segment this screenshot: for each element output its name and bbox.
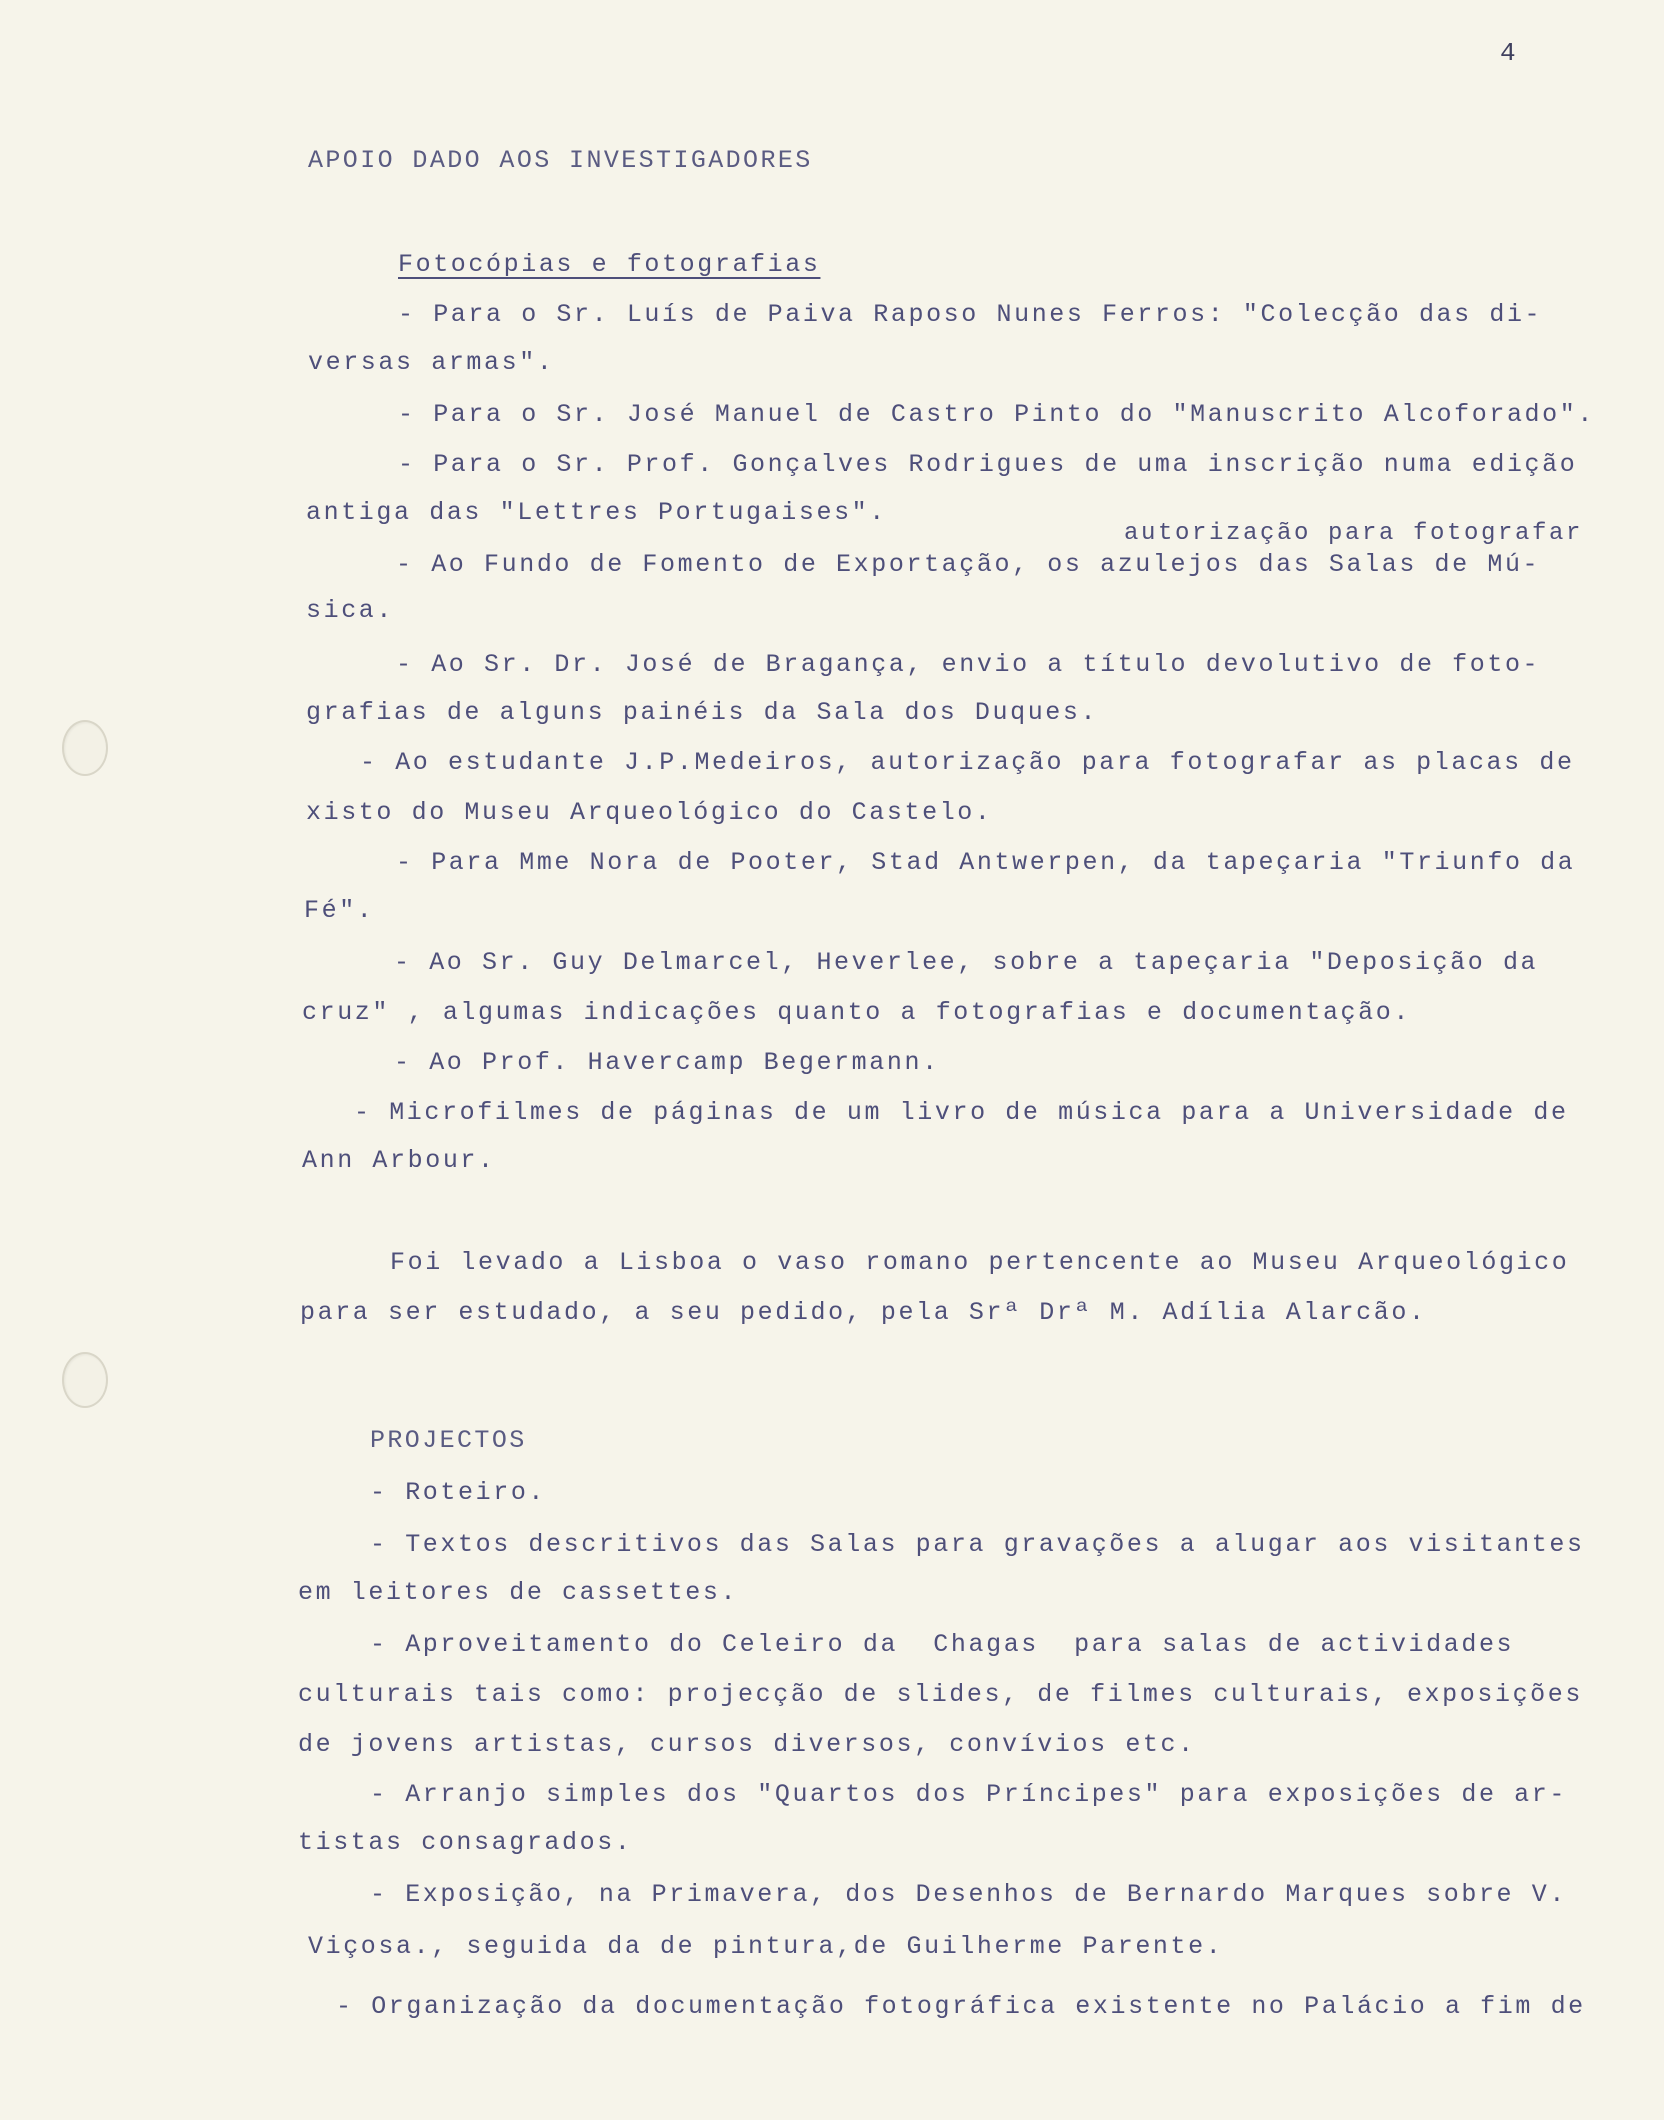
subheading-fotocopias: Fotocópias e fotografias (398, 250, 821, 279)
text-line: - Para o Sr. José Manuel de Castro Pinto do "Manuscrito Alcoforado". (398, 400, 1595, 429)
text-line: - Para o Sr. Prof. Gonçalves Rodrigues de uma inscrição numa edição (398, 450, 1578, 479)
text-line: - Para o Sr. Luís de Paiva Raposo Nunes Ferros: "Colecção das di- (398, 300, 1543, 329)
handwritten-insertion: autorização para fotografar (1124, 520, 1584, 547)
text-line: Viçosa., seguida da de pintura,de Guilherme Parente. (308, 1932, 1224, 1961)
page-number: 4 (1500, 38, 1516, 68)
text-line: - Organização da documentação fotográfica existente no Palácio a fim de (336, 1992, 1586, 2021)
text-line: para ser estudado, a seu pedido, pela Srª Drª M. Adília Alarcão. (300, 1298, 1427, 1327)
text-line: antiga das "Lettres Portugaises". (306, 498, 887, 527)
text-line: xisto do Museu Arqueológico do Castelo. (306, 798, 993, 827)
text-line: culturais tais como: projecção de slides, de filmes culturais, exposições (298, 1680, 1583, 1709)
text-line: - Para Mme Nora de Pooter, Stad Antwerpen, da tapeçaria "Triunfo da (396, 848, 1576, 877)
text-line: - Ao Sr. Dr. José de Bragança, envio a título devolutivo de foto- (396, 650, 1541, 679)
text-line: - Exposição, na Primavera, dos Desenhos de Bernardo Marques sobre V. (370, 1880, 1567, 1909)
text-line: sica. (306, 596, 395, 625)
text-line: tistas consagrados. (298, 1828, 633, 1857)
text-line: - Aproveitamento do Celeiro da Chagas para salas de actividades (370, 1630, 1515, 1659)
text-line: - Ao Fundo de Fomento de Exportação, os azulejos das Salas de Mú- (396, 550, 1541, 579)
text-line: Fé". (304, 896, 375, 925)
text-line: - Arranjo simples dos "Quartos dos Príncipes" para exposições de ar- (370, 1780, 1567, 1809)
text-line: versas armas". (308, 348, 555, 377)
text-line: - Microfilmes de páginas de um livro de música para a Universidade de (354, 1098, 1569, 1127)
text-line: em leitores de cassettes. (298, 1578, 739, 1607)
text-line: - Ao estudante J.P.Medeiros, autorização para fotografar as placas de (360, 748, 1575, 777)
text-line: de jovens artistas, cursos diversos, convívios etc. (298, 1730, 1196, 1759)
text-line: - Textos descritivos das Salas para gravações a alugar aos visitantes (370, 1530, 1585, 1559)
text-line: grafias de alguns painéis da Sala dos Duques. (306, 698, 1099, 727)
section-heading-projectos: PROJECTOS (370, 1426, 527, 1455)
punch-hole (62, 1352, 108, 1408)
text-line: Ann Arbour. (302, 1146, 496, 1175)
text-line: - Ao Sr. Guy Delmarcel, Heverlee, sobre a tapeçaria "Deposição da (394, 948, 1539, 977)
section-heading-apoio: APOIO DADO AOS INVESTIGADORES (308, 146, 813, 175)
text-line: - Roteiro. (370, 1478, 547, 1507)
text-line: cruz" , algumas indicações quanto a fotografias e documentação. (302, 998, 1411, 1027)
text-line: Foi levado a Lisboa o vaso romano pertencente ao Museu Arqueológico (390, 1248, 1570, 1277)
text-line: - Ao Prof. Havercamp Begermann. (394, 1048, 940, 1077)
punch-hole (62, 720, 108, 776)
